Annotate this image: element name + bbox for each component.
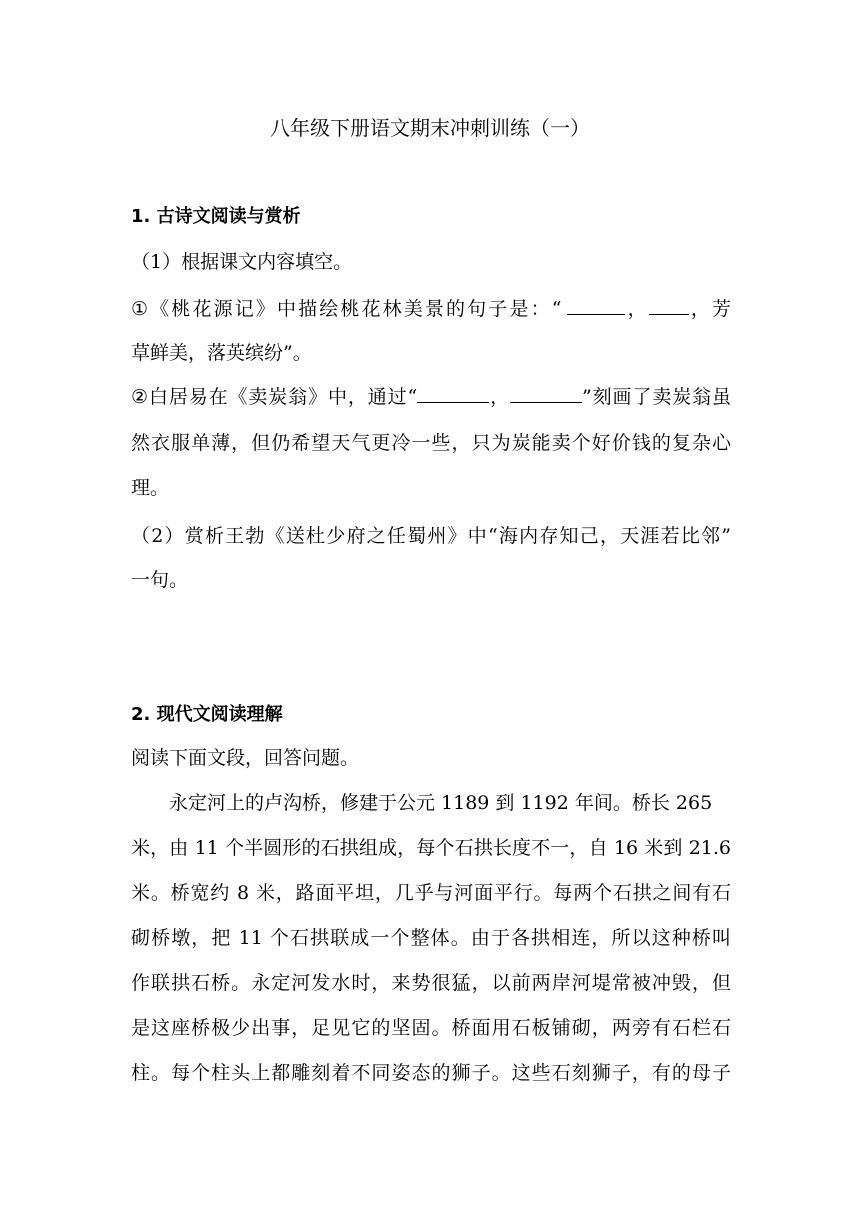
passage-line: 米，由 11 个半圆形的石拱组成，每个石拱长度不一，自 16 米到 21.6 [131,837,731,859]
q2-line2: 一句。 [131,569,189,591]
q1-item2-line2: 然衣服单薄，但仍希望天气更冷一些，只为炭能卖个好价钱的复杂心 [131,432,731,454]
passage-line: 永定河上的卢沟桥，修建于公元 1189 到 1192 年间。桥长 265 [169,792,713,814]
section2-intro: 阅读下面文段，回答问题。 [131,747,360,769]
q1-item2-line1: ②白居易在《卖炭翁》中，通过“ ， ”刻画了卖炭翁虽 [131,386,731,408]
document-title: 八年级下册语文期末冲刺训练（一） [270,116,590,140]
q1-item1-line1: ①《桃花源记》中描绘桃花林美景的句子是：“ ， ，芳 [131,298,731,320]
passage-line: 作联拱石桥。永定河发水时，来势很猛，以前两岸河堤常被冲毁，但 [131,972,731,994]
fill-blank[interactable] [649,296,689,315]
passage-line: 柱。每个柱头上都雕刻着不同姿态的狮子。这些石刻狮子，有的母子 [131,1062,731,1084]
section2-heading: 2. 现代文阅读理解 [131,704,283,725]
q1-intro: （1）根据课文内容填空。 [131,251,353,273]
section1-heading: 1. 古诗文阅读与赏析 [131,206,301,227]
fill-blank[interactable] [567,296,625,315]
item-marker: ① [131,298,151,320]
item-marker: ② [131,386,149,408]
fill-blank[interactable] [510,384,582,403]
fill-blank[interactable] [417,384,489,403]
q1-item2-line3: 理。 [131,477,170,499]
passage-line: 是这座桥极少出事，足见它的坚固。桥面用石板铺砌，两旁有石栏石 [131,1017,731,1039]
passage-line: 米。桥宽约 8 米，路面平坦，几乎与河面平行。每两个石拱之间有石 [131,882,731,904]
q2-line1: （2）赏析王勃《送杜少府之任蜀州》中“海内存知己，天涯若比邻” [131,525,731,547]
q1-item1-line2: 草鲜美，落英缤纷”。 [131,342,312,364]
passage-line: 砌桥墩，把 11 个石拱联成一个整体。由于各拱相连，所以这种桥叫 [131,927,731,949]
